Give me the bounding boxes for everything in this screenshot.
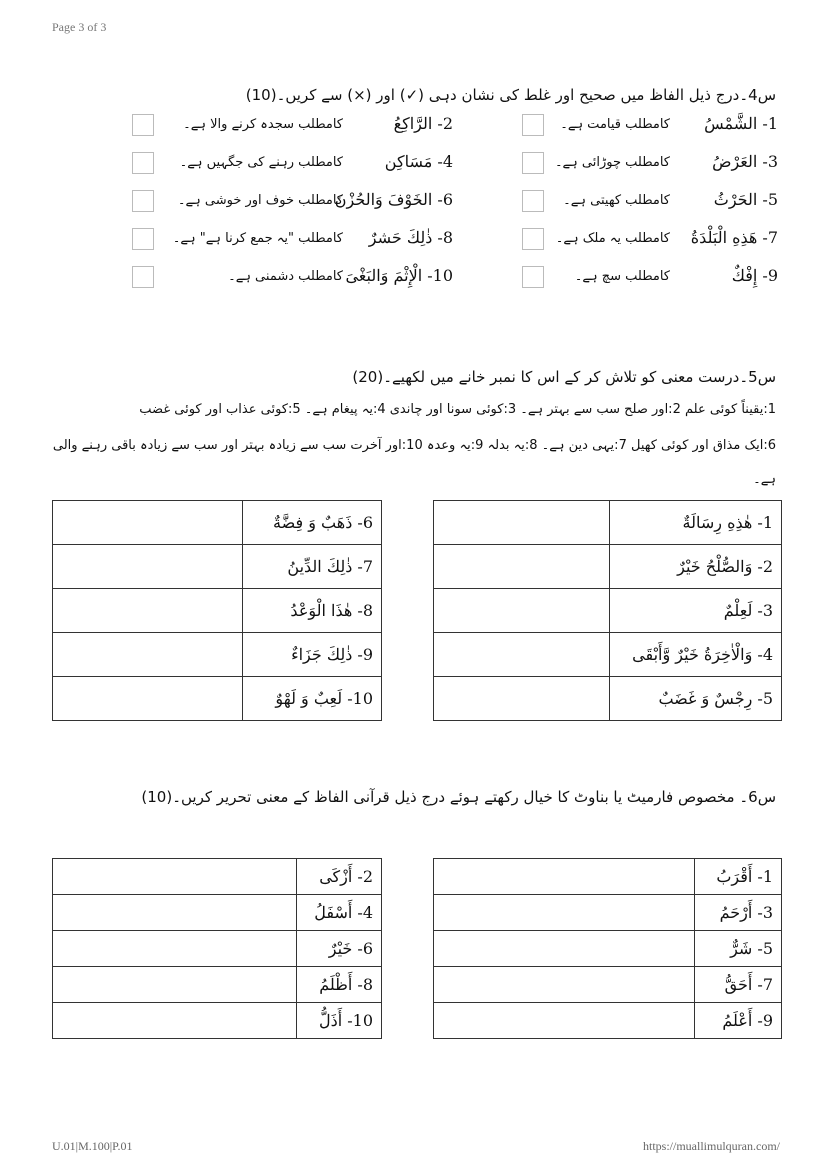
q5-options-line-1: 1:یقیناً کوئی علم 2:اور صلح سب سے بہتر ہے۔ 3:کوئی سونا اور چاندی 4:یہ پیغام ہے۔ 5:کوئی عذاب اور کوئی غضب <box>139 402 776 417</box>
table-row <box>53 545 382 589</box>
answer-cell[interactable] <box>53 859 297 895</box>
q4-meaning: کامطلب سچ ہے۔ <box>574 269 670 284</box>
q4-meaning: کامطلب چوڑائی ہے۔ <box>554 155 670 170</box>
answer-cell[interactable] <box>434 633 610 677</box>
word-cell: 7- أَحَقُّ <box>695 967 782 1003</box>
answer-cell[interactable] <box>53 1003 297 1039</box>
word-cell: 1- هٰذِهِ رِسَالَةٌ <box>610 501 782 545</box>
word-cell: 4- أَسْفَلُ <box>297 895 382 931</box>
word-cell: 10- لَعِبٌ وَ لَهْوٌ <box>243 677 382 721</box>
q4-row <box>120 190 778 228</box>
answer-checkbox[interactable] <box>132 228 154 250</box>
q4-word: 8- ذٰلِكَ حَشرٌ <box>368 228 453 247</box>
q4-meaning: کامطلب سجدہ کرنے والا ہے۔ <box>183 117 343 132</box>
word-cell: 3- أَرْحَمُ <box>695 895 782 931</box>
word-cell: 1- أَقْرَبُ <box>695 859 782 895</box>
word-cell: 5- شَرٌّ <box>695 931 782 967</box>
table-row <box>53 931 382 967</box>
word-cell: 8- أَظْلَمُ <box>297 967 382 1003</box>
q5-right-table <box>433 500 782 721</box>
answer-cell[interactable] <box>434 967 695 1003</box>
q6-right-table <box>433 858 782 1039</box>
answer-checkbox[interactable] <box>522 152 544 174</box>
table-row <box>434 501 782 545</box>
table-row <box>53 677 382 721</box>
footer-url[interactable]: https://muallimulquran.com/ <box>643 1139 780 1153</box>
q4-title: س4۔درج ذیل الفاظ میں صحیح اور غلط کی نشان دہی (✓) اور (×) سے کریں۔(10) <box>245 86 776 104</box>
table-row <box>434 859 782 895</box>
word-cell: 6- ذَهَبٌ وَ فِضَّةٌ <box>243 501 382 545</box>
q4-meaning: کامطلب یہ ملک ہے۔ <box>555 231 670 246</box>
word-cell: 4- وَالْاٰخِرَةُ خَيْرٌ وَّأَبْقَى <box>610 633 782 677</box>
table-row <box>434 895 782 931</box>
page-number: Page 3 of 3 <box>52 20 107 34</box>
q4-word: 6- الخَوْفَ وَالحُزْنَ <box>334 190 453 209</box>
q4-word: 10- الْإِثْمَ وَالبَغْىَ <box>345 266 453 285</box>
word-cell: 6- خَيْرٌ <box>297 931 382 967</box>
q4-word: 5- الحَرْثُ <box>713 190 778 209</box>
footer-code: U.01|M.100|P.01 <box>52 1139 133 1153</box>
table-row <box>53 633 382 677</box>
q4-word: 7- هَذِهِ الْبَلْدَةُ <box>690 228 778 247</box>
answer-cell[interactable] <box>53 545 243 589</box>
answer-checkbox[interactable] <box>132 266 154 288</box>
answer-cell[interactable] <box>53 677 243 721</box>
answer-checkbox[interactable] <box>522 266 544 288</box>
table-row <box>53 589 382 633</box>
table-row <box>53 895 382 931</box>
answer-cell[interactable] <box>434 589 610 633</box>
answer-cell[interactable] <box>434 677 610 721</box>
q4-meaning: کامطلب رہنے کی جگہیں ہے۔ <box>179 155 343 170</box>
table-row <box>434 677 782 721</box>
answer-checkbox[interactable] <box>522 114 544 136</box>
table-row <box>434 589 782 633</box>
word-cell: 2- وَالصُّلْحُ خَيْرٌ <box>610 545 782 589</box>
q4-meaning: کامطلب "یہ جمع کرنا ہے" ہے۔ <box>172 231 343 246</box>
word-cell: 7- ذٰلِكَ الدِّينُ <box>243 545 382 589</box>
q4-word: 2- الرَّاكِعُ <box>393 114 453 133</box>
answer-checkbox[interactable] <box>132 152 154 174</box>
answer-cell[interactable] <box>53 931 297 967</box>
answer-cell[interactable] <box>53 967 297 1003</box>
q5-title: س5۔درست معنی کو تلاش کر کے اس کا نمبر خانے میں لکھیے۔(20) <box>352 368 776 386</box>
q6-title: س6۔ مخصوص فارمیٹ یا بناوٹ کا خیال رکھتے ہوئے درج ذیل قرآنی الفاظ کے معنی تحریر کریں۔(10) <box>141 788 776 806</box>
q5-options-line-2: 6:ایک مذاق اور کوئی کھیل 7:یہی دین ہے۔ 8:یہ بدلہ 9:یہ وعدہ 10:اور آخرت سب سے زیادہ بہتر اور سب سے زیادہ باقی رہنے والی <box>52 438 776 453</box>
answer-checkbox[interactable] <box>132 114 154 136</box>
q4-word: 1- الشَّمْسُ <box>704 114 778 133</box>
answer-checkbox[interactable] <box>132 190 154 212</box>
q6-left-table <box>52 858 382 1039</box>
answer-cell[interactable] <box>53 895 297 931</box>
word-cell: 9- أَعْلَمُ <box>695 1003 782 1039</box>
answer-cell[interactable] <box>53 589 243 633</box>
q4-meaning: کامطلب قیامت ہے۔ <box>560 117 670 132</box>
q4-word: 9- إِفْكٌ <box>731 266 778 285</box>
q4-row <box>120 114 778 152</box>
q4-meaning: کامطلب دشمنی ہے۔ <box>228 269 343 284</box>
answer-cell[interactable] <box>53 633 243 677</box>
word-cell: 2- أَزْكَى <box>297 859 382 895</box>
q4-row <box>120 266 778 304</box>
answer-checkbox[interactable] <box>522 228 544 250</box>
table-row <box>434 967 782 1003</box>
q5-options-line-3: ہے۔ <box>753 472 776 487</box>
table-row <box>53 1003 382 1039</box>
q4-grid <box>120 114 778 304</box>
word-cell: 5- رِجْسٌ وَ غَضَبٌ <box>610 677 782 721</box>
answer-cell[interactable] <box>434 859 695 895</box>
answer-cell[interactable] <box>434 501 610 545</box>
table-row <box>434 931 782 967</box>
answer-cell[interactable] <box>434 895 695 931</box>
table-row <box>53 859 382 895</box>
word-cell: 3- لَعِلْمٌ <box>610 589 782 633</box>
table-row <box>434 1003 782 1039</box>
word-cell: 8- هٰذَا الْوَعْدُ <box>243 589 382 633</box>
answer-cell[interactable] <box>53 501 243 545</box>
table-row <box>53 501 382 545</box>
answer-cell[interactable] <box>434 1003 695 1039</box>
answer-cell[interactable] <box>434 931 695 967</box>
answer-checkbox[interactable] <box>522 190 544 212</box>
table-row <box>434 545 782 589</box>
q4-word: 4- مَسَاكِن <box>384 152 453 171</box>
q4-row <box>120 152 778 190</box>
word-cell: 9- ذٰلِكَ جَزَاءٌ <box>243 633 382 677</box>
q4-row <box>120 228 778 266</box>
q4-meaning: کامطلب کھیتی ہے۔ <box>563 193 670 208</box>
word-cell: 10- أَذَلُّ <box>297 1003 382 1039</box>
answer-cell[interactable] <box>434 545 610 589</box>
q5-left-table <box>52 500 382 721</box>
q4-meaning: کامطلب خوف اور خوشی ہے۔ <box>177 193 343 208</box>
q4-word: 3- العَرْضُ <box>712 152 778 171</box>
table-row <box>53 967 382 1003</box>
table-row <box>434 633 782 677</box>
